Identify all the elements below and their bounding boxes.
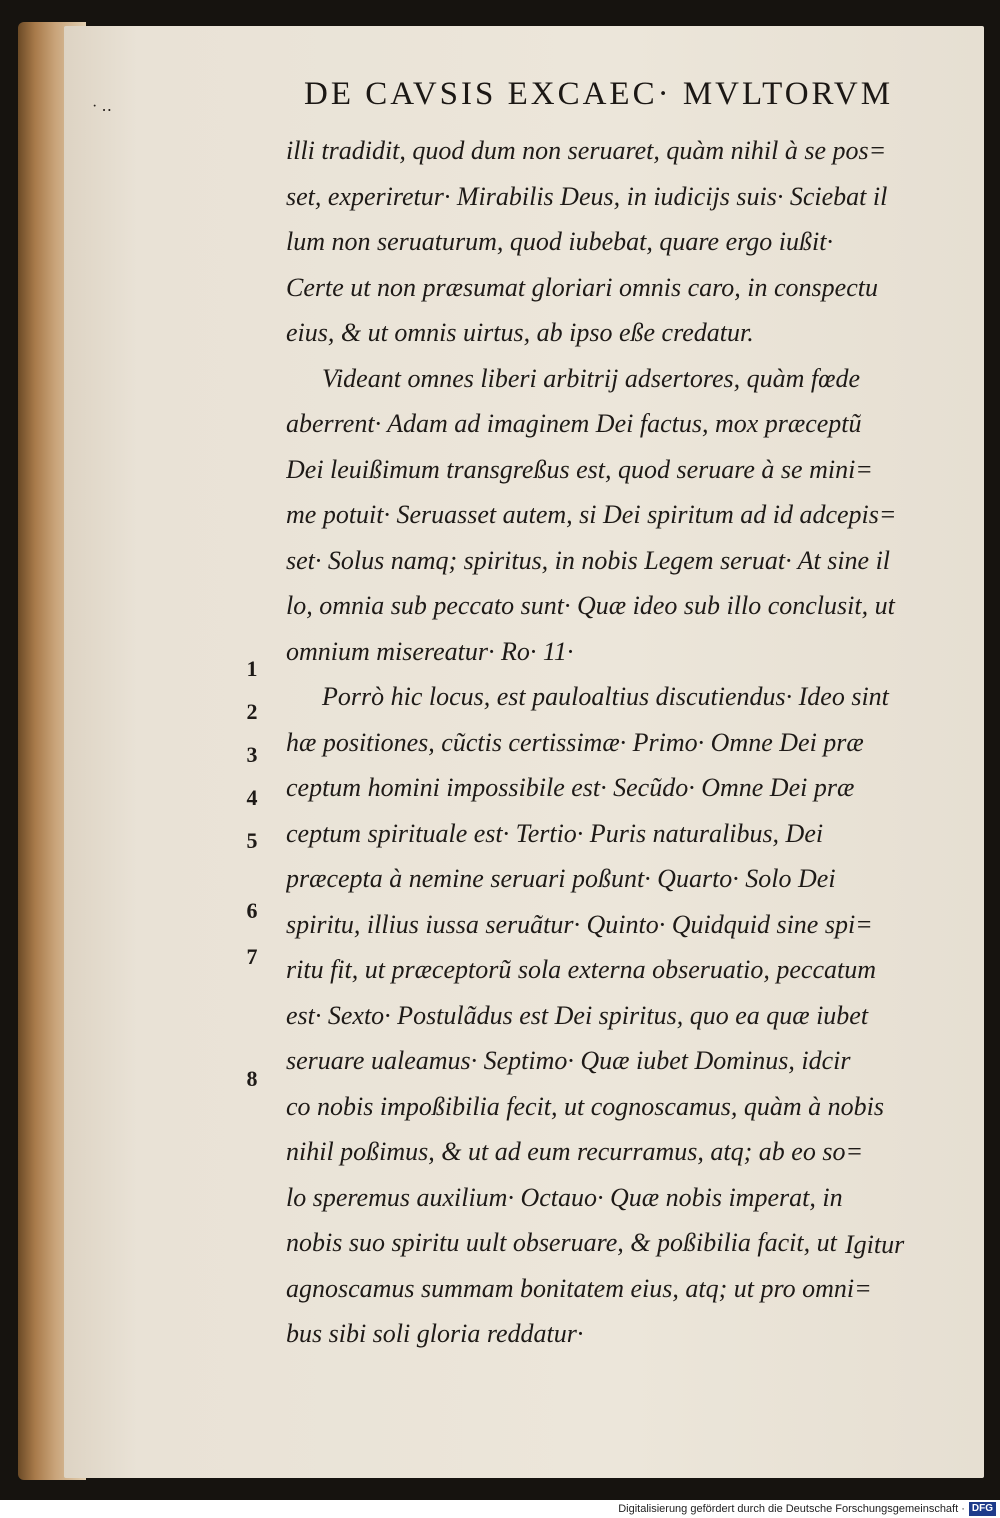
text-line: lum non seruaturum, quod iubebat, quare ergo iußit· [286,227,833,256]
margin-number: 7 [246,944,258,969]
text-line: set, experiretur· Mirabilis Deus, in iudicijs suis· Sciebat il [286,181,888,211]
margin-number: 5 [246,828,258,853]
margin-number: 8 [246,1066,258,1091]
text-line: omnium misereatur· Ro· 11· [286,636,574,666]
text-line: agnoscamus summam bonitatem eius, atq; ut pro omni= [286,1273,872,1303]
text-line: Dei leuißimum transgreßus est, quod seruare à se mini= [286,454,873,484]
text-line: Videant omnes liberi arbitrij adsertores, quàm fœde [322,363,861,393]
margin-number: 3 [246,742,258,767]
margin-dots: · ‥ [92,98,113,115]
text-line: nobis suo spiritu uult obseruare, & poßibilia facit, ut [286,1228,837,1257]
running-head: DE CAVSIS EXCAEC· MVLTORVM [304,76,894,112]
text-line: ceptum homini impossibile est· Secũdo· Omne Dei præ [286,773,855,802]
text-line: seruare ualeamus· Septimo· Quæ iubet Dominus, idcir [286,1046,851,1075]
text-line: ceptum spirituale est· Tertio· Puris naturalibus, Dei [286,818,824,848]
text-line: Certe ut non præsumat gloriari omnis caro, in conspectu [286,272,878,302]
text-line: spiritu, illius iussa seruãtur· Quinto· Quidquid sine spi= [286,909,873,939]
text-line: aberrent· Adam ad imaginem Dei factus, mox præceptũ [286,409,862,438]
text-line: set· Solus namq; spiritus, in nobis Legem seruat· At sine il [286,545,891,575]
digitization-footer [0,1500,1000,1518]
footer-credit: Digitalisierung gefördert durch die Deutsche Forschungsgemeinschaft · [618,1503,965,1515]
margin-number: 2 [246,699,258,724]
margin-number: 1 [246,656,258,681]
text-line: est· Sexto· Postulãdus est Dei spiritus, quo ea quæ iubet [286,1000,869,1030]
body-text [286,128,946,1357]
text-line: me potuit· Seruasset autem, si Dei spiritum ad id adcepis= [286,500,897,529]
text-line: nihil poßimus, & ut ad eum recurramus, atq; ab eo so= [286,1137,864,1166]
text-line: hæ positiones, cũctis certissimæ· Primo· Omne Dei præ [286,727,864,757]
text-line: illi tradidit, quod dum non seruaret, quàm nihil à se pos= [286,136,887,165]
text-line: ritu fit, ut præceptorũ sola externa obseruatio, peccatum [286,955,876,984]
text-line: lo speremus auxilium· Octauo· Quæ nobis imperat, in [286,1182,843,1212]
text-line: bus sibi soli gloria reddatur· [286,1319,584,1348]
text-line: lo, omnia sub peccato sunt· Quæ ideo sub illo conclusit, ut [286,591,895,620]
catchword: Igitur [845,1230,905,1259]
text-line: præcepta à nemine seruari poßunt· Quarto· Solo Dei [286,864,836,893]
text-line: co nobis impoßibilia fecit, ut cognoscamus, quàm à nobis [286,1091,884,1121]
margin-number: 6 [246,898,258,923]
dfg-logo: DFG [969,1502,996,1516]
margin-number: 4 [246,785,258,810]
text-line: Porrò hic locus, est pauloaltius discutiendus· Ideo sint [322,682,889,711]
text-line: eius, & ut omnis uirtus, ab ipso eße credatur. [286,318,754,347]
